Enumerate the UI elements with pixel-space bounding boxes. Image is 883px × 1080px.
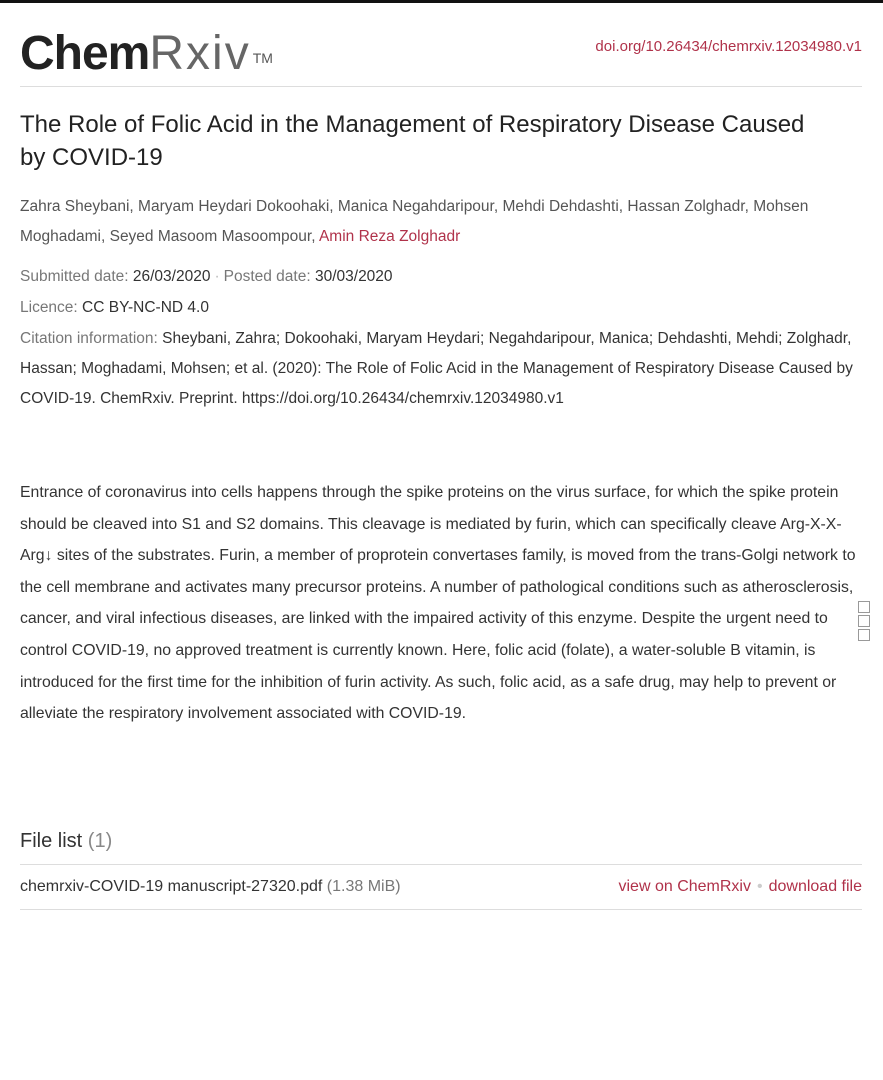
side-square-icon[interactable]	[858, 601, 870, 613]
side-square-icon[interactable]	[858, 629, 870, 641]
posted-label: Posted date:	[223, 268, 315, 285]
file-actions	[619, 878, 863, 896]
date-separator: ·	[214, 268, 220, 285]
doi-link[interactable]: doi.org/10.26434/chemrxiv.12034980.v1	[595, 38, 862, 55]
abstract-text: Entrance of coronavirus into cells happens through the spike proteins on the virus surface, for which the spike protein should be cleaved into S1 and S2 domains. This cleavage is mediated by furin, which can specifically cleave Arg-X-X-Arg↓ sites of the substrates. Furin, a member of proprotein convertases family, is moved from the trans-Golgi network to the cell membrane and activates many precursor proteins. A number of pathological conditions such as atherosclerosis, cancer, and viral infectious diseases, are linked with the impaired activity of this enzyme. Despite the urgent need to control COVID-19, no approved treatment is currently known. Here, folic acid (folate), a water-soluble B vitamin, is introduced for the first time for the inhibition of furin activity. As such, folic acid, as a safe drug, may help to prevent or alleviate the respiratory involvement associated with COVID-19.	[20, 484, 856, 723]
citation-block	[20, 324, 862, 414]
chemrxiv-logo[interactable]	[20, 28, 273, 80]
action-separator: •	[756, 878, 763, 895]
file-list-heading	[20, 830, 862, 865]
lead-author-link[interactable]: Amin Reza Zolghadr	[318, 228, 461, 245]
file-count: (1)	[87, 830, 113, 852]
logo-light-text: Rxiv	[149, 27, 251, 80]
file-info	[20, 878, 401, 896]
authors-text: Zahra Sheybani, Maryam Heydari Dokoohaki, Manica Negahdaripour, Mehdi Dehdashti, Hassan Zolghadr, Mohsen Moghadami, Seyed Masoom Masoompour,	[20, 198, 809, 245]
download-file-link[interactable]: download file	[768, 878, 862, 895]
dates-row	[20, 262, 862, 292]
submitted-label: Submitted date:	[20, 268, 133, 285]
logo-trademark: TM	[252, 50, 273, 66]
header	[20, 22, 862, 87]
top-border	[0, 0, 883, 3]
licence-row	[20, 293, 862, 323]
file-list-title: File list	[20, 830, 83, 852]
paper-title: The Role of Folic Acid in the Management of Respiratory Disease Caused by COVID-19	[20, 111, 805, 171]
file-row	[20, 866, 862, 910]
side-toolbar	[858, 601, 872, 643]
logo-bold-text: Chem	[20, 27, 150, 80]
posted-date: 30/03/2020	[314, 268, 393, 285]
file-size: (1.38 MiB)	[326, 878, 401, 895]
side-square-icon[interactable]	[858, 615, 870, 627]
submitted-date: 26/03/2020	[132, 268, 211, 285]
licence-value: CC BY-NC-ND 4.0	[82, 299, 209, 316]
view-on-chemrxiv-link[interactable]: view on ChemRxiv	[618, 878, 751, 895]
file-name: chemrxiv-COVID-19 manuscript-27320.pdf	[20, 878, 323, 895]
citation-label: Citation information:	[20, 330, 163, 347]
citation-text: Sheybani, Zahra; Dokoohaki, Maryam Heydari; Negahdaripour, Manica; Dehdashti, Mehdi; Zolghadr, Hassan; Moghadami, Mohsen; et al. (2020): The Role of Folic Acid in the Management of Respiratory Disease Caused by COVID-19. ChemRxiv. Preprint. https://doi.org/10.26434/chemrxiv.12034980.v1	[20, 330, 853, 407]
author-list	[20, 192, 862, 252]
licence-label: Licence:	[20, 299, 83, 316]
